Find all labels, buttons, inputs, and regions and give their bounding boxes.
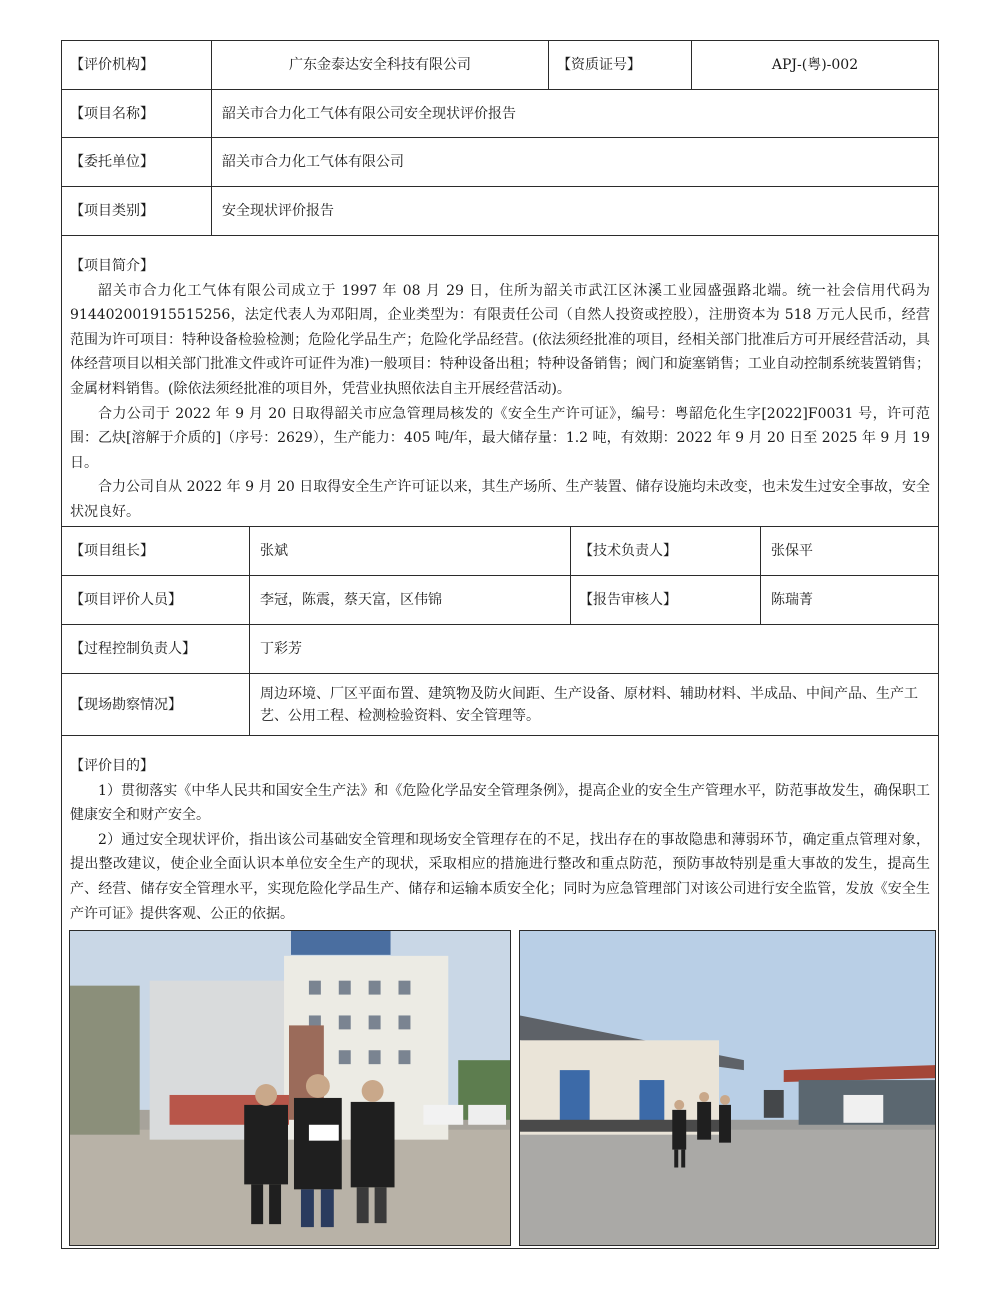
category-value: 安全现状评价报告 (211, 187, 938, 235)
intro-paragraph: 合力公司自从 2022 年 9 月 20 日取得安全生产许可证以来，其生产场所、生产装置、储存设施均未改变，也未发生过安全事故，安全状况良好。 (70, 479, 930, 520)
leader-value: 张斌 (249, 527, 570, 575)
purpose-heading: 【评价目的】 (70, 758, 154, 774)
site-photo-building-icon (70, 931, 510, 1245)
row-category (62, 187, 938, 236)
purpose-paragraph: 2）通过安全现状评价，指出该公司基础安全管理和现场安全管理存在的不足，找出存在的事故隐患和薄弱环节，确定重点管理对象，提出整改建议，使企业全面认识本单位安全生产的现状，采取相应的措施进行整改和重点防范，预防事故特别是重大事故的发生，提高生产、经营、储存安全管理水平，实现危险化学品生产、储存和运输本质安全化；同时为应急管理部门对该公司进行安全监管，发放《安全生产许可证》提供客观、公正的依据。 (70, 831, 930, 922)
project-name-value: 韶关市合力化工气体有限公司安全现状评价报告 (211, 90, 938, 137)
reviewer-value: 陈瑞菁 (760, 576, 938, 624)
survey-label: 【现场勘察情况】 (70, 696, 182, 713)
project-name-label: 【项目名称】 (70, 105, 154, 122)
leader-label: 【项目组长】 (70, 543, 154, 559)
evaluators-label: 【项目评价人员】 (70, 592, 182, 608)
cert-label: 【资质证号】 (548, 41, 691, 89)
process-label: 【过程控制负责人】 (70, 641, 196, 657)
row-organization (62, 41, 938, 90)
evaluation-form (61, 40, 939, 1249)
survey-text: 周边环境、厂区平面布置、建筑物及防火间距、生产设备、原材料、辅助材料、半成品、中间产品、生产工艺、公用工程、检测检验资料、安全管理等。 (260, 685, 918, 724)
survey-value (249, 674, 938, 735)
purpose-paragraph: 1）贯彻落实《中华人民共和国安全生产法》和《危险化学品安全管理条例》，提高企业的安全生产管理水平，防范事故发生，确保职工健康安全和财产安全。 (70, 782, 930, 824)
evaluators-value: 李冠，陈震，蔡天富，区伟锦 (249, 576, 570, 624)
row-evaluators (62, 576, 938, 625)
row-process-control (62, 625, 938, 674)
tech-value: 张保平 (760, 527, 938, 575)
cert-value: APJ-(粤)-002 (691, 41, 938, 89)
row-leader (62, 527, 938, 576)
project-intro (62, 236, 938, 527)
evaluation-purpose (62, 736, 938, 929)
site-photo-building (69, 930, 511, 1246)
intro-paragraph: 韶关市合力化工气体有限公司成立于 1997 年 08 月 29 日，住所为韶关市武江区沐溪工业园盛强路北端。统一社会信用代码为 914402001915515256，法定代表人为邓阳周，企业类型为：有限责任公司（自然人投资或控股），注册资本为 518 万元人民币，经营范围为许可项目：特种设备检验检测；危险化学品生产；危险化学品经营。(依法须经批准的项目，经相关部门批准后方可开展经营活动，具体经营项目以相关部门批准文件或许可证件为准)一般项目：特种设备出租；特种设备销售；阀门和旋塞销售；工业自动控制系统装置销售；金属材料销售。(除依法须经批准的项目外，凭营业执照依法自主开展经营活动)。 (70, 282, 930, 397)
intro-heading: 【项目简介】 (70, 258, 154, 274)
site-photos (62, 929, 938, 1248)
tech-label: 【技术负责人】 (570, 527, 760, 575)
site-photo-warehouse-icon (520, 931, 935, 1245)
client-value: 韶关市合力化工气体有限公司 (211, 138, 938, 186)
client-label: 【委托单位】 (70, 154, 154, 170)
row-project-name (62, 90, 938, 138)
process-value: 丁彩芳 (249, 625, 938, 673)
org-value: 广东金泰达安全科技有限公司 (211, 41, 548, 89)
category-label: 【项目类别】 (70, 203, 154, 219)
row-site-survey (62, 674, 938, 736)
row-client (62, 138, 938, 187)
intro-paragraph: 合力公司于 2022 年 9 月 20 日取得韶关市应急管理局核发的《安全生产许可证》，编号：粤韶危化生字[2022]F0031 号，许可范围：乙炔[溶解于介质的]（序号：2629），生产能力：405 吨/年，最大储存量：1.2 吨，有效期：2022 年 9 月 20 日至 2025 年 9 月 19 日。 (70, 405, 930, 471)
site-photo-warehouse (519, 930, 936, 1246)
org-label: 【评价机构】 (70, 57, 154, 73)
reviewer-label: 【报告审核人】 (570, 576, 760, 624)
